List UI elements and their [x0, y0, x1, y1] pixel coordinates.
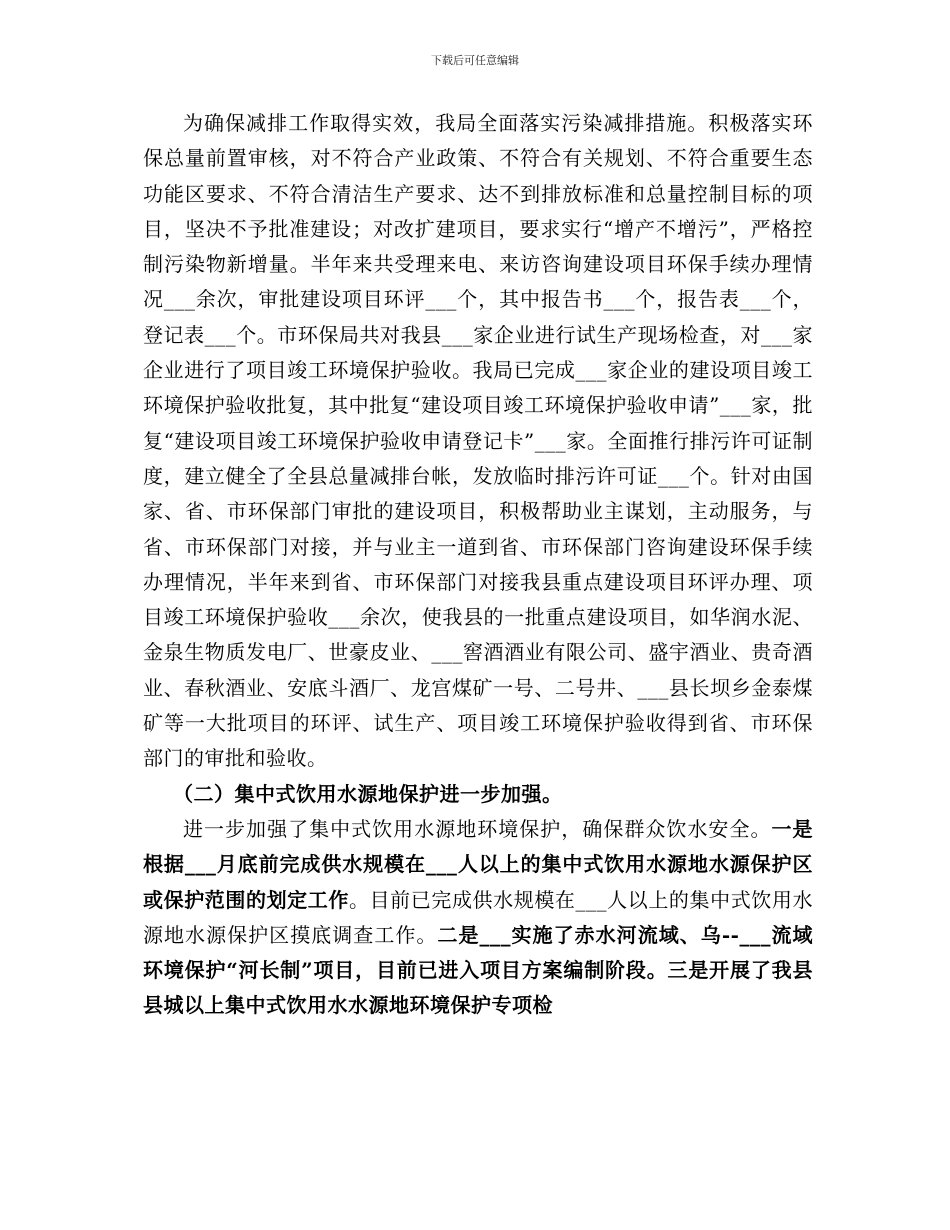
- bold-points-two-three: 二是___实施了赤水河流域、乌--___流域环境保护“河长制”项目，目前已进入项目方案编制阶段。三是开展了我县县城以上集中式饮用水水源地环境保护专项检: [143, 922, 813, 1018]
- section-heading-water-source: （二）集中式饮用水源地保护进一步加强。: [173, 781, 563, 806]
- page-header: 下载后可任意编辑: [431, 54, 519, 67]
- bold-point-one: 一是根据___月底前完成供水规模在___人以上的集中式饮用水源地水源保护区或保护范围的划定工作: [143, 816, 814, 912]
- paragraph-intro-text: 进一步加强了集中式饮用水源地环境保护，确保群众饮水安全。: [183, 816, 772, 841]
- document-body: [143, 106, 813, 1024]
- paragraph-emission-reduction: 为确保减排工作取得实效，我局全面落实污染减排措施。积极落实环保总量前置审核，对不符合产业政策、不符合有关规划、不符合重要生态功能区要求、不符合清洁生产要求、达不到排放标准和总量控制目标的项目，坚决不予批准建设；对改扩建项目，要求实行“增产不增污”，严格控制污染物新增量。半年来共受理来电、来访咨询建设项目环保手续办理情况___余次，审批建设项目环评___个，其中报告书___个，报告表___个，登记表___个。市环保局共对我县___家企业进行试生产现场检查，对___家企业进行了项目竣工环境保护验收。我局已完成___家企业的建设项目竣工环境保护验收批复，其中批复“建设项目竣工环境保护验收申请”___家，批复“建设项目竣工环境保护验收申请登记卡”___家。全面推行排污许可证制度，建立健全了全县总量减排台帐，发放临时排污许可证___个。针对由国家、省、市环保部门审批的建设项目，积极帮助业主谋划，主动服务，与省、市环保部门对接，并与业主一道到省、市环保部门咨询建设环保手续办理情况，半年来到省、市环保部门对接我县重点建设项目环评办理、项目竣工环境保护验收___余次，使我县的一批重点建设项目，如华润水泥、金泉生物质发电厂、世豪皮业、___窖酒酒业有限公司、盛宇酒业、贵奇酒业、春秋酒业、安底斗酒厂、龙宫煤矿一号、二号井、___县长坝乡金泰煤矿等一大批项目的环评、试生产、项目竣工环境保护验收得到省、市环保部门的审批和验收。: [143, 111, 813, 771]
- paragraph-water-source: [143, 812, 813, 1024]
- point-one-followup-text: 。目前已完成供水规模在___人以上的集中式饮用水源地水源保护区摸底调查工作。: [143, 887, 814, 947]
